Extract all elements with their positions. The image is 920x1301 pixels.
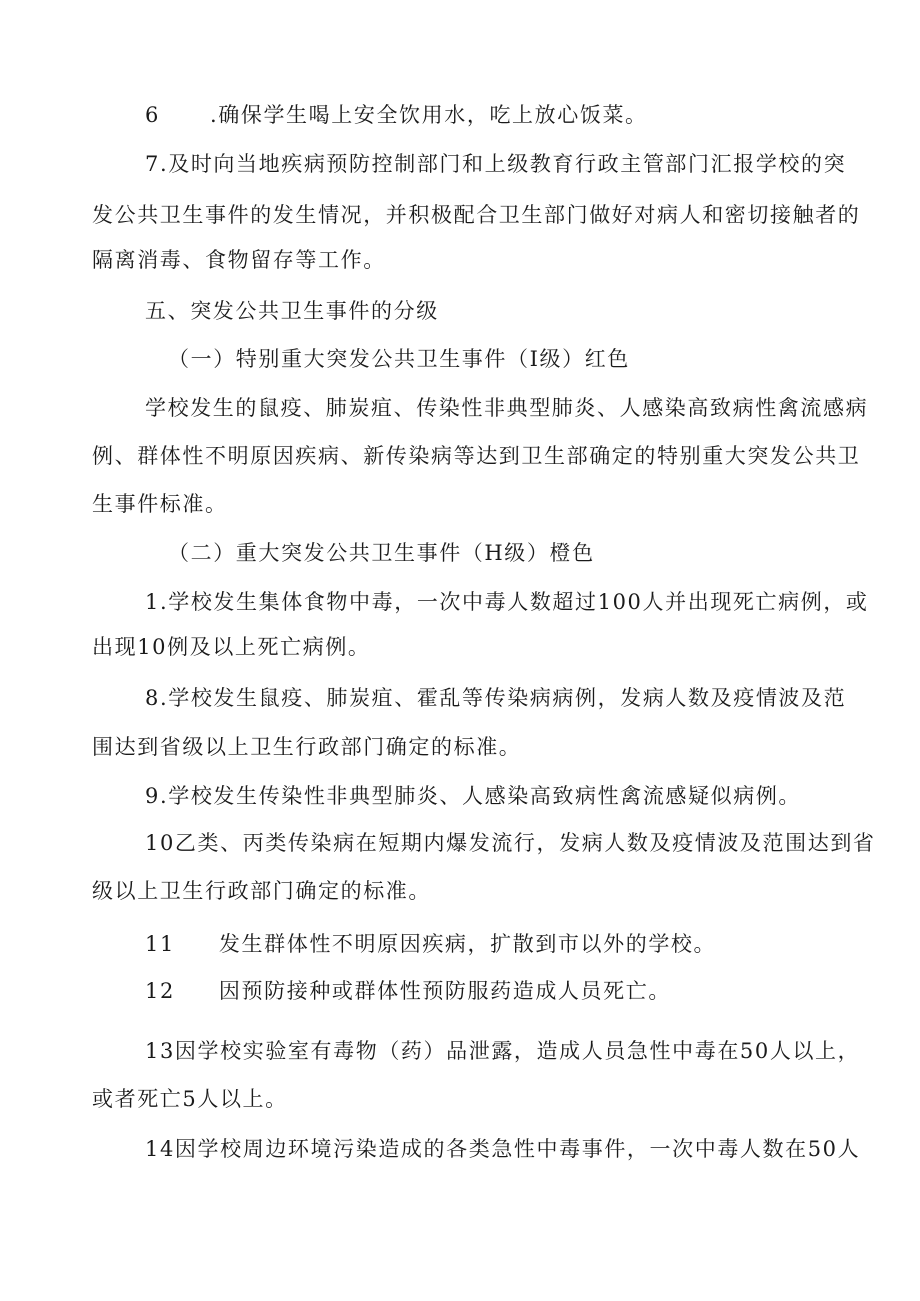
- paragraph-line: [92, 877, 431, 905]
- line-text: 7.及时向当地疾病预防控制部门和上级教育行政主管部门汇报学校的突: [145, 152, 847, 176]
- paragraph-line: [92, 246, 386, 274]
- paragraph-line: [145, 150, 846, 178]
- paragraph-line: [145, 394, 868, 422]
- line-text: 五、突发公共卫生事件的分级: [145, 299, 439, 323]
- line-text: 级以上卫生行政部门确定的标准。: [92, 879, 431, 903]
- subsection-heading: [168, 345, 630, 373]
- line-text: 例、群体性不明原因疾病、新传染病等达到卫生部确定的特别重大突发公共卫: [92, 444, 861, 468]
- paragraph-line: [92, 733, 521, 761]
- line-text: （二）重大突发公共卫生事件（H级）橙色: [168, 541, 595, 565]
- section-heading: [145, 297, 439, 325]
- line-text: 隔离消毒、食物留存等工作。: [92, 248, 386, 272]
- line-text: 或者死亡5人以上。: [92, 1087, 288, 1111]
- line-text: （一）特别重大突发公共卫生事件（I级）红色: [168, 347, 630, 371]
- paragraph-line: [92, 490, 228, 518]
- line-text: 围达到省级以上卫生行政部门确定的标准。: [92, 735, 522, 759]
- line-text: 发公共卫生事件的发生情况，并积极配合卫生部门做好对病人和密切接触者的: [92, 203, 861, 227]
- paragraph-line: [145, 1037, 860, 1065]
- paragraph-line: [145, 684, 846, 712]
- line-text: 13因学校实验室有毒物（药）品泄露，造成人员急性中毒在50人以上，: [145, 1039, 861, 1063]
- paragraph-line: [92, 1085, 288, 1113]
- paragraph-line: [145, 977, 671, 1005]
- line-text: 因预防接种或群体性预防服药造成人员死亡。: [218, 979, 671, 1003]
- paragraph-line: [92, 201, 860, 229]
- line-text: .确保学生喝上安全饮用水，吃上放心饭菜。: [209, 103, 648, 127]
- line-text: 学校发生的鼠疫、肺炭疽、传染性非典型肺炎、人感染高致病性禽流感病: [145, 396, 869, 420]
- line-text: 发生群体性不明原因疾病，扩散到市以外的学校。: [218, 932, 717, 956]
- line-text: 10乙类、丙类传染病在短期内爆发流行，发病人数及疫情波及范围达到省: [145, 831, 876, 855]
- line-text: 14因学校周边环境污染造成的各类急性中毒事件，一次中毒人数在50人: [145, 1137, 861, 1161]
- list-number: 6: [145, 103, 160, 127]
- paragraph-line: [92, 442, 860, 470]
- subsection-heading: [168, 539, 595, 567]
- line-text: 1.学校发生集体食物中毒，一次中毒人数超过100人并出现死亡病例，或: [145, 590, 869, 614]
- line-text: 8.学校发生鼠疫、肺炭疽、霍乱等传染病病例，发病人数及疫情波及范: [145, 686, 847, 710]
- line-text: 生事件标准。: [92, 492, 228, 516]
- line-text: 9.学校发生传染性非典型肺炎、人感染高致病性禽流感疑似病例。: [145, 784, 802, 808]
- list-number: 12: [145, 979, 175, 1003]
- line-text: 出现10例及以上死亡病例。: [92, 635, 371, 659]
- paragraph-line: [145, 829, 876, 857]
- paragraph-line: [145, 782, 801, 810]
- paragraph-line: [145, 588, 869, 616]
- paragraph-line: [145, 1135, 860, 1163]
- list-number: 11: [145, 932, 175, 956]
- paragraph-line: [92, 633, 371, 661]
- paragraph-line: [145, 101, 648, 129]
- paragraph-line: [145, 930, 716, 958]
